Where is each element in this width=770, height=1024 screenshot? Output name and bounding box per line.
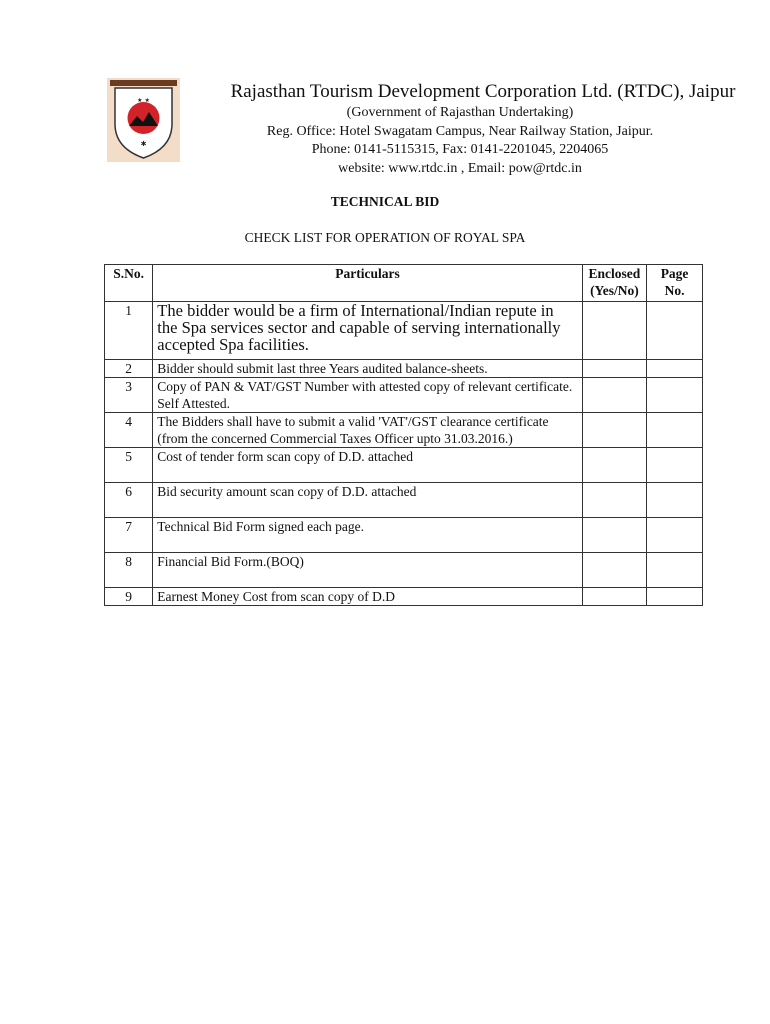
row-enclosed-cell[interactable] bbox=[582, 360, 646, 378]
row-enclosed-cell[interactable] bbox=[582, 483, 646, 518]
row-page-cell[interactable] bbox=[647, 448, 703, 483]
header-sno: S.No. bbox=[105, 265, 153, 302]
table-row bbox=[105, 378, 703, 413]
registered-office: Reg. Office: Hotel Swagatam Campus, Near Railway Station, Jaipur. bbox=[266, 123, 654, 139]
table-row bbox=[105, 302, 703, 360]
row-sno: 6 bbox=[105, 483, 153, 518]
header-particulars: Particulars bbox=[153, 265, 582, 302]
row-page-cell[interactable] bbox=[647, 553, 703, 588]
organization-subtitle: (Government of Rajasthan Undertaking) bbox=[346, 105, 574, 120]
row-particulars: Cost of tender form scan copy of D.D. attached bbox=[153, 448, 582, 483]
row-page-cell[interactable] bbox=[647, 413, 703, 448]
row-page-cell[interactable] bbox=[647, 588, 703, 606]
row-enclosed-cell[interactable] bbox=[582, 553, 646, 588]
row-page-cell[interactable] bbox=[647, 302, 703, 360]
row-particulars: Bid security amount scan copy of D.D. attached bbox=[153, 483, 582, 518]
header-enclosed-line1: Enclosed bbox=[588, 266, 641, 281]
section-title: TECHNICAL BID bbox=[330, 194, 440, 209]
svg-text:✱: ✱ bbox=[140, 140, 147, 148]
header-page-line2: No. bbox=[664, 283, 685, 298]
row-sno: 5 bbox=[105, 448, 153, 483]
organization-name: Rajasthan Tourism Development Corporation Ltd. (RTDC), Jaipur bbox=[230, 81, 736, 102]
table-row bbox=[105, 553, 703, 588]
header-page-line1: Page bbox=[660, 266, 689, 281]
row-particulars: The bidder would be a firm of International/Indian repute in the Spa services sector and capable of serving internationally accepted Spa facilities. bbox=[153, 302, 582, 360]
table-row bbox=[105, 483, 703, 518]
table-header-row bbox=[105, 265, 703, 302]
header-page-no bbox=[647, 265, 703, 302]
header-enclosed bbox=[582, 265, 646, 302]
checklist-table bbox=[104, 264, 703, 606]
row-sno: 4 bbox=[105, 413, 153, 448]
row-particulars: Copy of PAN & VAT/GST Number with attested copy of relevant certificate. Self Attested. bbox=[153, 378, 582, 413]
row-sno: 8 bbox=[105, 553, 153, 588]
letterhead bbox=[180, 80, 740, 178]
row-enclosed-cell[interactable] bbox=[582, 378, 646, 413]
checklist-title: CHECK LIST FOR OPERATION OF ROYAL SPA bbox=[244, 230, 526, 245]
row-page-cell[interactable] bbox=[647, 378, 703, 413]
row-particulars: Financial Bid Form.(BOQ) bbox=[153, 553, 582, 588]
row-particulars: The Bidders shall have to submit a valid 'VAT'/GST clearance certificate (from the concerned Commercial Taxes Officer upto 31.03.2016.) bbox=[153, 413, 582, 448]
table-row bbox=[105, 588, 703, 606]
contact-phone: Phone: 0141-5115315, Fax: 0141-2201045, 2204065 bbox=[311, 142, 609, 157]
svg-text:★ ★: ★ ★ bbox=[137, 97, 150, 104]
contact-web: website: www.rtdc.in , Email: pow@rtdc.in bbox=[338, 160, 582, 176]
row-enclosed-cell[interactable] bbox=[582, 588, 646, 606]
row-sno: 7 bbox=[105, 518, 153, 553]
row-page-cell[interactable] bbox=[647, 360, 703, 378]
row-enclosed-cell[interactable] bbox=[582, 518, 646, 553]
row-particulars: Earnest Money Cost from scan copy of D.D bbox=[153, 588, 582, 606]
table-row bbox=[105, 413, 703, 448]
row-page-cell[interactable] bbox=[647, 518, 703, 553]
rtdc-logo bbox=[107, 78, 180, 162]
row-sno: 1 bbox=[105, 302, 153, 360]
row-particulars: Technical Bid Form signed each page. bbox=[153, 518, 582, 553]
header-enclosed-line2: (Yes/No) bbox=[590, 283, 639, 298]
table-row bbox=[105, 448, 703, 483]
row-enclosed-cell[interactable] bbox=[582, 413, 646, 448]
row-sno: 2 bbox=[105, 360, 153, 378]
row-page-cell[interactable] bbox=[647, 483, 703, 518]
row-sno: 9 bbox=[105, 588, 153, 606]
row-enclosed-cell[interactable] bbox=[582, 448, 646, 483]
row-particulars: Bidder should submit last three Years audited balance-sheets. bbox=[153, 360, 582, 378]
table-row bbox=[105, 360, 703, 378]
table-row bbox=[105, 518, 703, 553]
row-sno: 3 bbox=[105, 378, 153, 413]
row-enclosed-cell[interactable] bbox=[582, 302, 646, 360]
